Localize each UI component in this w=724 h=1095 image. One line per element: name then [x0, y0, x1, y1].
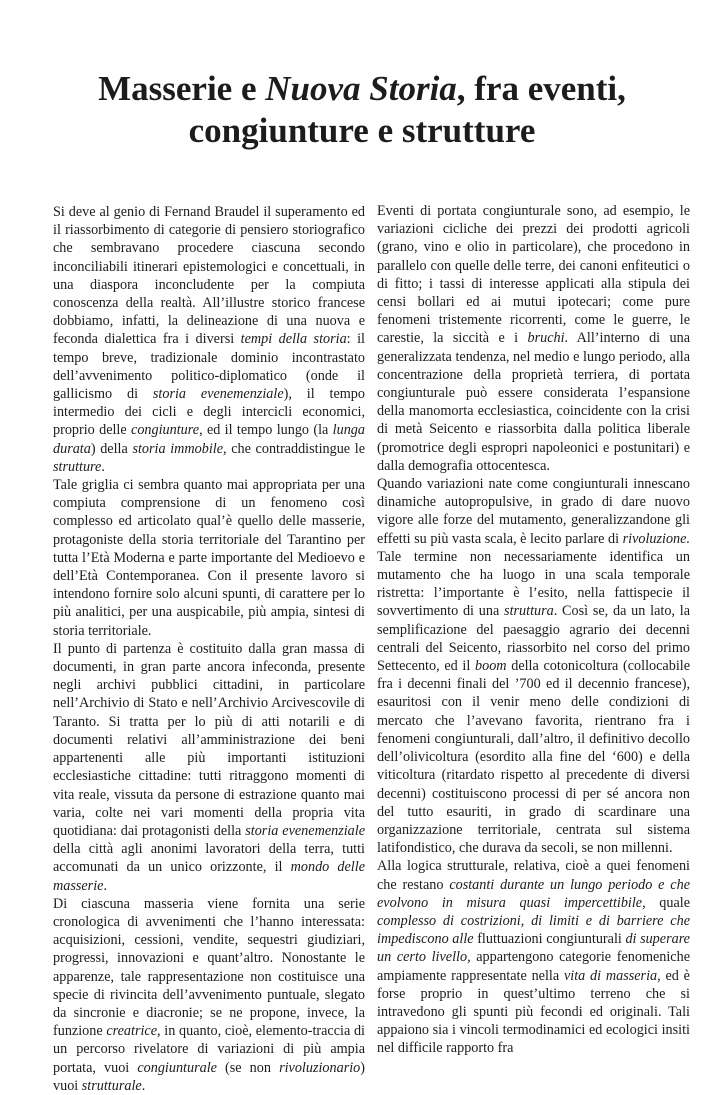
italic-text-run: complesso di costrizioni, di limiti e di barriere che impediscono alle: [377, 912, 690, 948]
italic-text-run: boom: [475, 658, 507, 675]
text-run: che contraddistingue le: [226, 440, 365, 457]
text-run: .: [103, 877, 107, 894]
text-run: Tale termine non necessariamente identifica un mutamento che ha luogo in una scala temporale ristretta: l’importante è l’esito, nella fattispecie il sovvertimento di una: [377, 548, 690, 620]
italic-text-run: bruchi: [527, 330, 565, 347]
italic-text-run: congiunture: [131, 422, 200, 439]
text-run: .: [141, 1077, 146, 1094]
title-line-2: congiunture e strutture: [188, 111, 536, 150]
text-run: .: [101, 458, 105, 475]
paragraph: [53, 640, 365, 895]
text-run: Di ciascuna masseria viene fornita una serie cronologica di avvenimenti che l’hanno interessata: acquisizioni, cessioni, vendite, sequestri giudiziari, progressi, innovazioni e quant’altro. Nonostante le apparenze, tale rappresentazione non costituisce una specie di rivincita dell’avvenimento puntuale, slegato da sincronie e diacronie; se ne propone, invece, la funzione: [53, 895, 365, 1040]
italic-text-run: congiunturale: [137, 1059, 217, 1076]
text-run: ) della: [90, 440, 133, 457]
text-run: , ed il tempo lungo (la: [199, 422, 333, 439]
text-run: : il tempo breve, tradizionale dominio incontrastato dell’avvenimento politico-diplomatico (onde il gallicismo di: [53, 331, 365, 403]
text-run: della città agli anonimi lavoratori della terra, tutti accomunati da un unico orizzonte, il: [53, 841, 365, 876]
italic-text-run: storia immobile,: [132, 440, 227, 457]
italic-text-run: storia evenemenziale: [152, 386, 284, 403]
text-run: . Così se, da un lato, la semplificazione del paesaggio agrario dei decenni centrali del Seicento, riassorbito nel corso del primo Settecento, ed il: [377, 603, 690, 675]
paragraph: [53, 476, 365, 640]
text-run: fluttuazioni congiunturali: [473, 931, 626, 948]
text-run: , in quanto, cioè, elemento-traccia di un percorso rivelatore di variazioni di più ampia portata, vuoi: [53, 1023, 365, 1076]
text-run: Il punto di partenza è costituito dalla gran massa di documenti, in gran parte ancora infeconda, presente negli archivi pubblici cittadini, in particolare nell’Archivio di Stato e nell’Archivio Arcivescovile di Taranto. Si tratta per lo più di atti notarili e di documenti relativi all’amministrazione dei beni appartenenti alle più importanti istituzioni ecclesiastiche cittadine: tutti ritraggono momenti di vita reale, vissuta da persone di estrazione quanto mai varia, colte nei vari momenti della propria vita quotidiana: dai protagonisti della: [53, 640, 365, 839]
text-run: ), il tempo intermedio dei cicli e degli intercicli economici, proprio delle: [53, 386, 365, 439]
text-run: . All’interno di una generalizzata tendenza, nel medio e lungo periodo, alla concentrazione della proprietà terriera, di portata congiunturale può essere considerata l’espansione della manomorta ecclesiastica, coincidente con la crisi di metà Seicento e riassorbita dalla politica liberale (promotrice degli espropri napoleonici e postunitari) e dalla demografia ottocentesca.: [377, 330, 690, 474]
text-run: (se non: [216, 1059, 280, 1076]
left-text-column: [53, 203, 365, 1095]
italic-text-run: di superare un certo livello,: [377, 931, 690, 966]
italic-text-run: strutturale: [81, 1077, 142, 1094]
italic-text-run: creatrice: [106, 1023, 158, 1040]
text-run: della cotonicoltura (collocabile fra i decenni finali del ’700 ed il decennio francese), esauritosi con il venir meno delle condizioni di mercato che l’avevano favorita, rientrano fra i fenomeni congiunturali, dall’altro, il definitivo decollo dell’olivicoltura (esordito alla fine del ‘600) e della viticoltura (ritardato rispetto al precedente di diversi decenni) costituiscono processi di per sé ancora non del tutto esauriti, in grado di scardinare una organizzazione territoriale, centrata sul sistema latifondistico, che durava da secoli, se non millenni.: [377, 658, 690, 857]
text-run: appartengono categorie fenomeniche ampiamente rappresentate nella: [377, 949, 691, 984]
paragraph: [377, 857, 690, 1057]
italic-text-run: vita di masseria,: [563, 967, 661, 984]
paragraph: [377, 202, 690, 475]
title-italic-nuova-storia: Nuova Storia: [265, 69, 457, 108]
text-run: ) vuoi: [53, 1059, 365, 1094]
paragraph: [53, 203, 365, 476]
italic-text-run: rivoluzione.: [622, 530, 690, 547]
text-run: Tale griglia ci sembra quanto mai appropriata per una compiuta comprensione di un fenomeno così complesso ed articolato qual’è quello delle masserie, protagoniste della storia territoriale del Tarantino per tutta l’Età Moderna e parte importante del Medioevo e dell’Età Contemporanea. Con il presente lavoro si intendono fornire solo alcuni spunti, di carattere per lo più analitici, per una auspicabile, più ampia, sintesi di storia territoriale.: [53, 477, 365, 639]
italic-text-run: rivoluzionario: [279, 1059, 361, 1076]
text-run: quale: [645, 894, 690, 911]
italic-text-run: tempi della storia: [240, 331, 347, 348]
italic-text-run: strutture: [53, 458, 102, 475]
text-run: Quando variazioni nate come congiunturali innescano dinamiche autopropulsive, in grado di dare nuovo vigore alle forze del mutamento, generalizzandone gli effetti su più vasta scala, è lecito parlare di: [377, 476, 690, 547]
right-text-column: [377, 202, 690, 1058]
italic-text-run: mondo delle masserie: [53, 859, 365, 894]
italic-text-run: struttura: [504, 603, 554, 620]
text-run: Eventi di portata congiunturale sono, ad esempio, le variazioni cicliche dei prezzi dei prodotti agricoli (grano, vino e olio in particolare), che procedono in parallelo con quelle delle terre, dei canoni enfiteutici o di fitto; i tassi di interesse applicati alla stipula dei censi bollari ed ai mutui ipotecari; come pure fenomeni tristemente ricorrenti, come le guerre, le carestie, la siccità e i: [377, 203, 690, 347]
page-title: [40, 68, 684, 152]
italic-text-run: storia evenemenziale: [245, 822, 366, 839]
paragraph: [377, 475, 690, 857]
paragraph: [53, 895, 365, 1095]
title-line-1: Masserie e Nuova Storia, fra eventi,: [98, 69, 626, 108]
italic-text-run: lunga durata: [53, 422, 365, 457]
text-run: Si deve al genio di Fernand Braudel il superamento ed il riassorbimento di categorie di pensiero storiografico che sembravano procedere ciascuna secondo inconciliabili itinerari epistemologici e concettuali, in una diaspora inconcludente per la compiuta conoscenza della realtà. All’illustre storico francese dobbiamo, infatti, la delineazione di una nuova e feconda dialettica fra i diversi: [53, 204, 365, 348]
text-run: ed è forse proprio in quest’ultimo terreno che si intravedono gli spunti più fecondi ed originali. Tali appaiono sia i vincoli termodinamici ed ecologici insiti nel difficile rapporto fra: [377, 967, 690, 1057]
text-run: Alla logica strutturale, relativa, cioè a quei fenomeni che restano: [377, 858, 690, 893]
italic-text-run: costanti durante un lungo periodo e che evolvono in misura quasi impercettibile,: [377, 876, 690, 911]
